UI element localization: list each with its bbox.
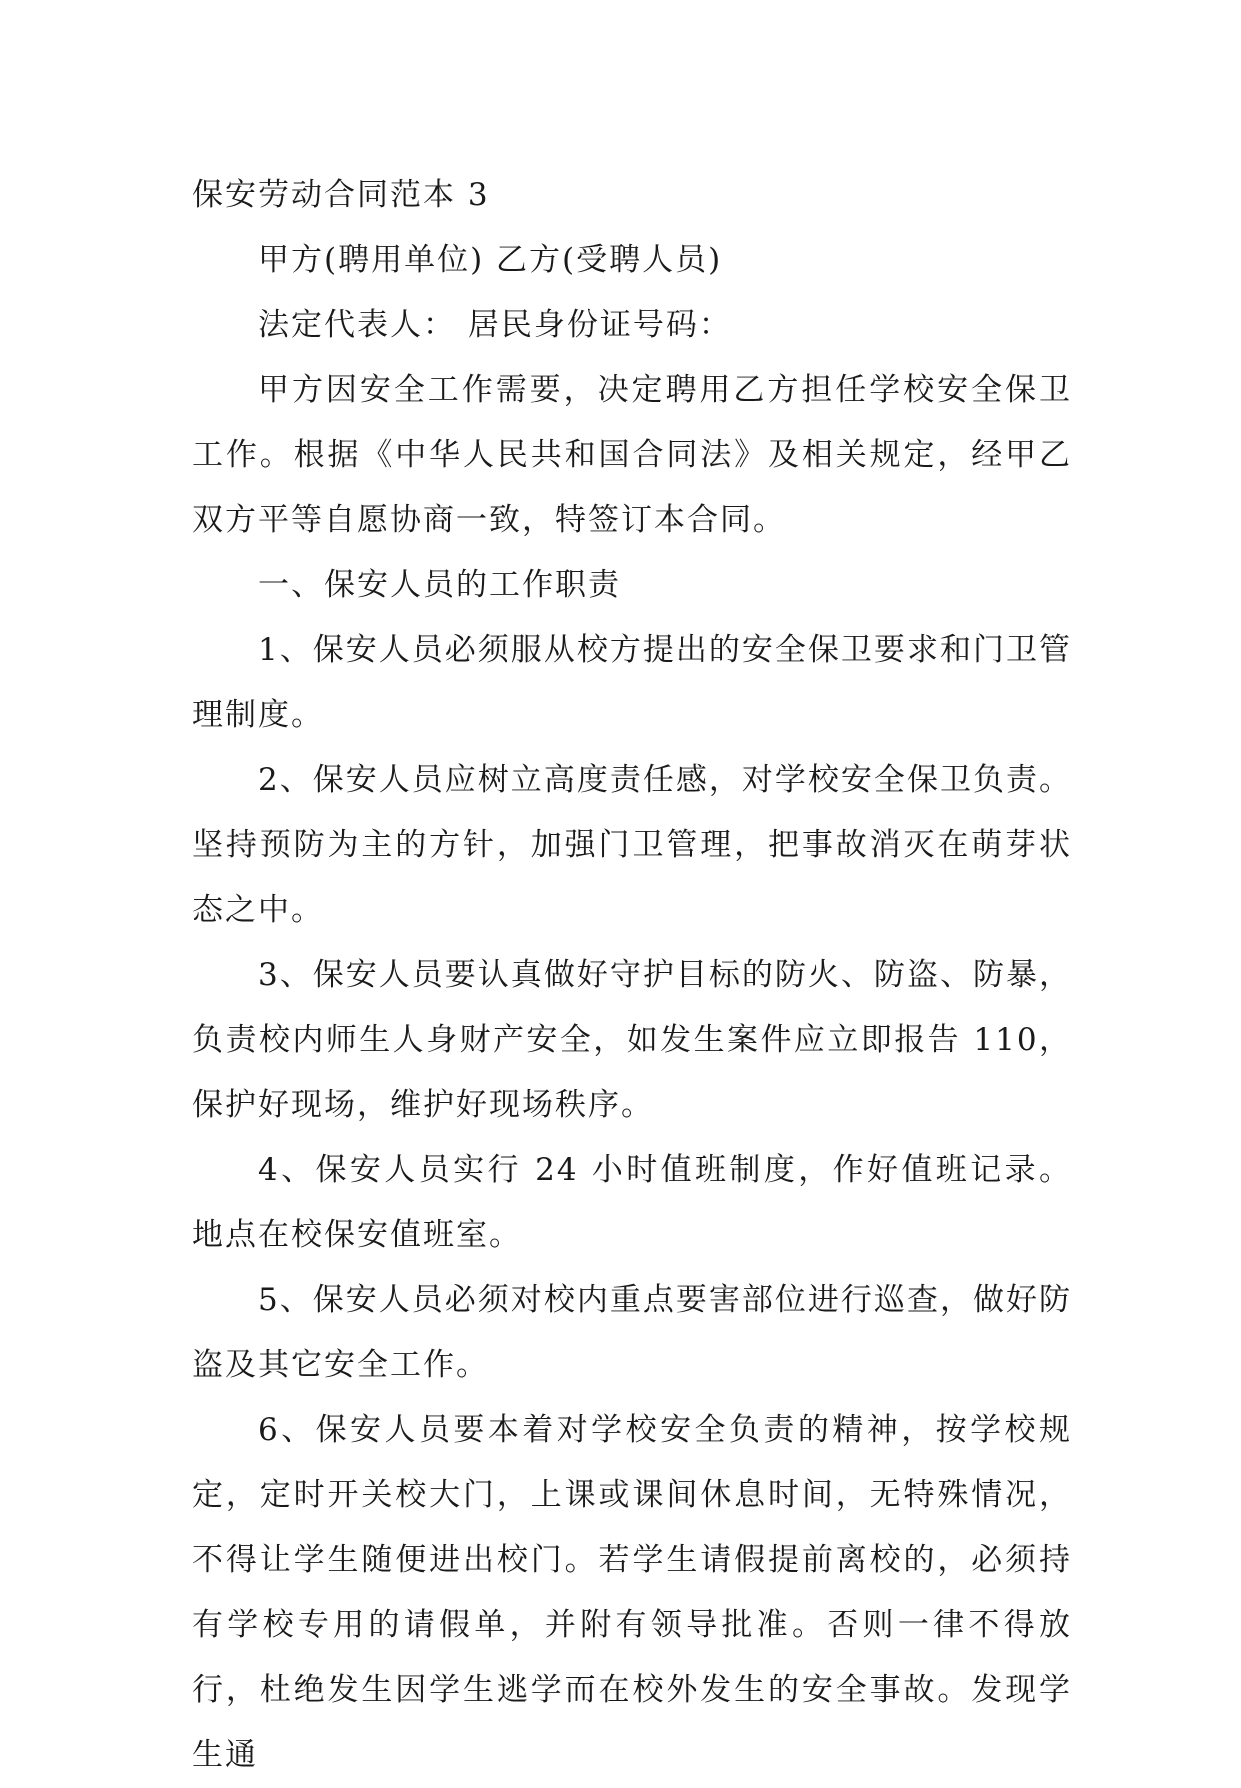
- section-heading-duties: 一、保安人员的工作职责: [258, 567, 621, 603]
- paragraph-duty-2: 2、保安人员应树立高度责任感，对学校安全保卫负责。坚持预防为主的方针，加强门卫管理，把事故消灭在萌芽状态之中。: [192, 762, 1072, 928]
- paragraph-duty-4: 4、保安人员实行 24 小时值班制度，作好值班记录。地点在校保安值班室。: [192, 1152, 1072, 1253]
- document-title: 保安劳动合同范本 3: [192, 177, 490, 213]
- document-body: [192, 163, 1072, 1788]
- paragraph-duty-3: 3、保安人员要认真做好守护目标的防火、防盗、防暴，负责校内师生人身财产安全，如发生案件应立即报告 110，保护好现场，维护好现场秩序。: [192, 957, 1072, 1123]
- paragraph-preamble: 甲方因安全工作需要，决定聘用乙方担任学校安全保卫工作。根据《中华人民共和国合同法》及相关规定，经甲乙双方平等自愿协商一致，特签订本合同。: [192, 372, 1072, 538]
- paragraph-representatives: 法定代表人： 居民身份证号码：: [258, 307, 732, 343]
- paragraph-duty-1: 1、保安人员必须服从校方提出的安全保卫要求和门卫管理制度。: [192, 632, 1072, 733]
- paragraph-duty-5: 5、保安人员必须对校内重点要害部位进行巡查，做好防盗及其它安全工作。: [192, 1282, 1072, 1383]
- paragraph-duty-6: 6、保安人员要本着对学校安全负责的精神，按学校规定，定时开关校大门，上课或课间休息时间，无特殊情况，不得让学生随便进出校门。若学生请假提前离校的，必须持有学校专用的请假单，并附有领导批准。否则一律不得放行，杜绝发生因学生逃学而在校外发生的安全事故。发现学生通: [192, 1412, 1072, 1773]
- paragraph-parties: 甲方(聘用单位) 乙方(受聘人员): [258, 242, 723, 278]
